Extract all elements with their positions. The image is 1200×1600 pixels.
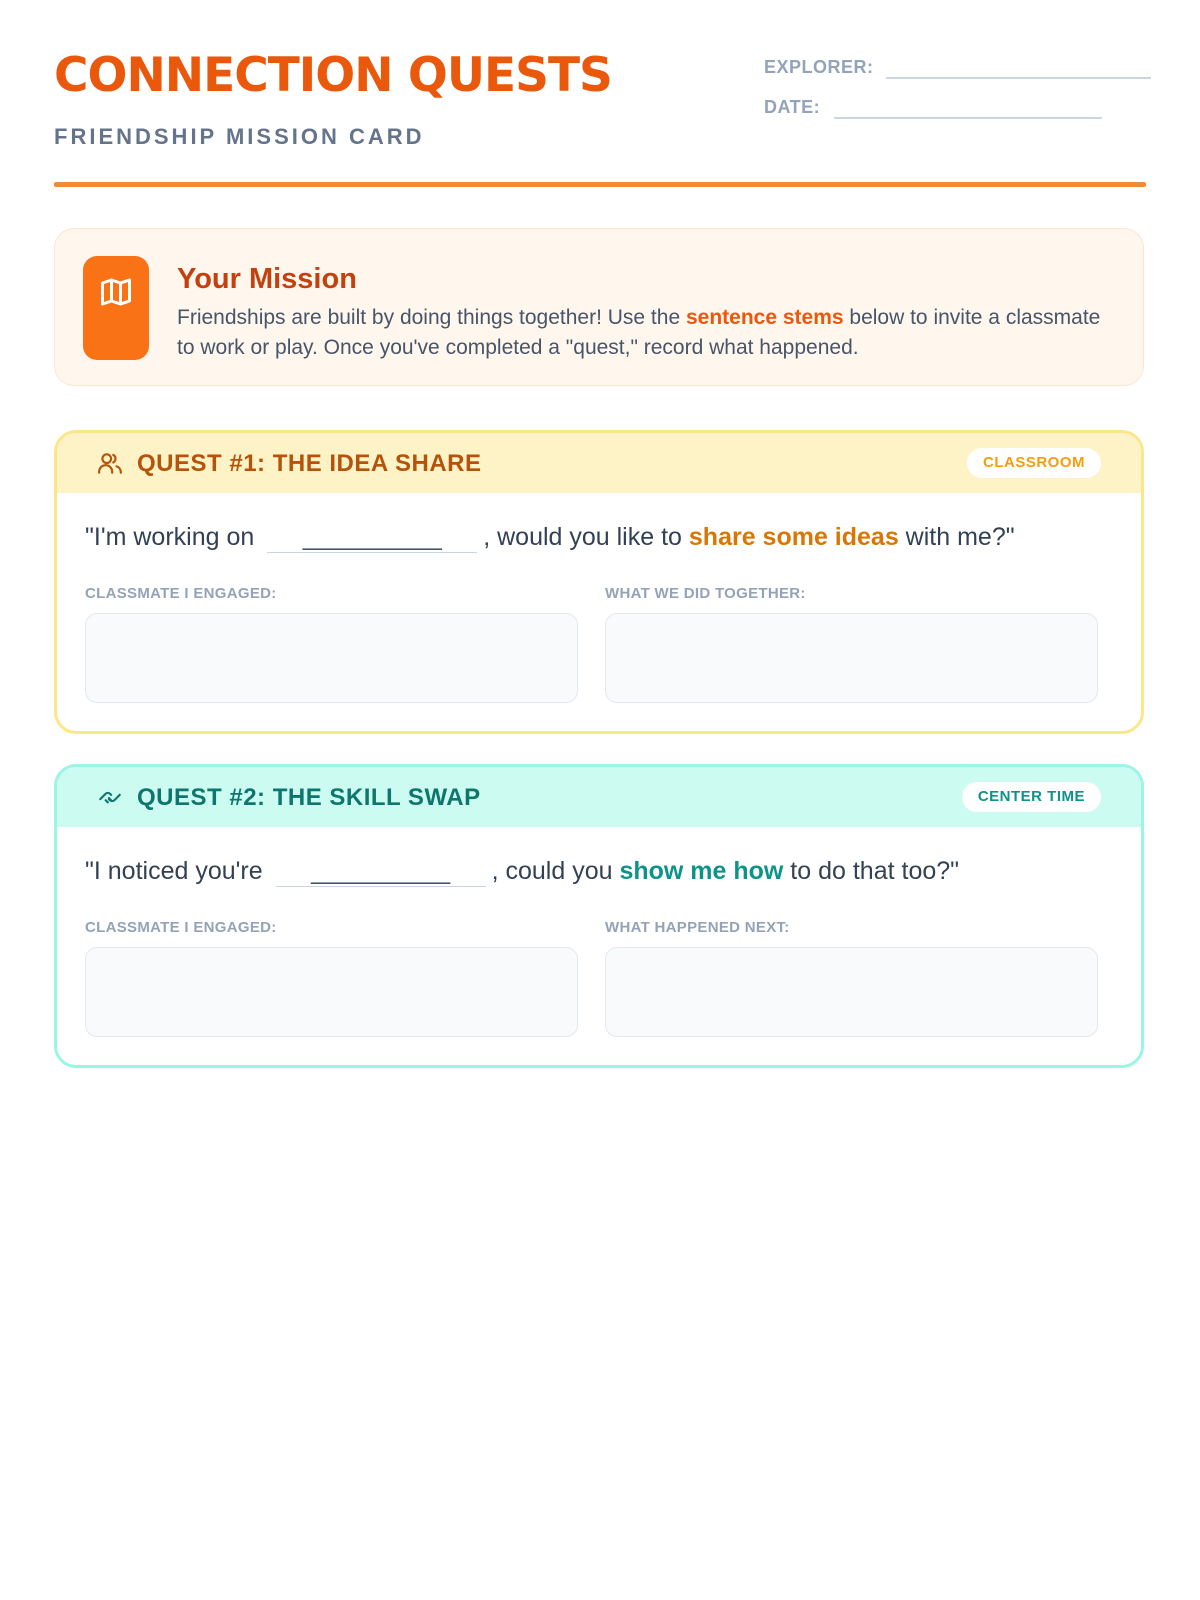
sentence-stem	[85, 857, 959, 887]
header-divider	[54, 182, 1146, 187]
outcome-label: WHAT HAPPENED NEXT:	[605, 919, 790, 936]
quest-card-1	[54, 430, 1144, 734]
explorer-field[interactable]	[764, 57, 874, 78]
handshake-icon	[97, 784, 123, 810]
quest-card-2	[54, 764, 1144, 1068]
activity-label: WHAT WE DID TOGETHER:	[605, 585, 806, 602]
stem-part: to do that too?"	[783, 857, 960, 885]
mission-title: Your Mission	[177, 263, 357, 295]
stem-part: "I noticed you're	[85, 857, 263, 885]
date-line[interactable]	[834, 117, 1102, 119]
stem-blank[interactable]: __________	[276, 857, 486, 887]
mission-text	[177, 303, 1117, 363]
explorer-line[interactable]	[886, 77, 1151, 79]
mission-text-part: Friendships are built by doing things together! Use the	[177, 306, 686, 329]
page-title: CONNECTION QUESTS	[54, 48, 612, 103]
quest-badge: CLASSROOM	[967, 448, 1101, 478]
stem-highlight: show me how	[619, 857, 784, 885]
classmate-label: CLASSMATE I ENGAGED:	[85, 919, 277, 936]
sentence-stem	[85, 523, 1015, 553]
mission-highlight: sentence stems	[685, 306, 844, 329]
outcome-input[interactable]	[605, 947, 1098, 1037]
stem-part: with me?"	[898, 523, 1015, 551]
classmate-input[interactable]	[85, 947, 578, 1037]
stem-blank[interactable]: __________	[267, 523, 477, 553]
mission-text-part: below to invite a classmate to work or play. Once you've completed a "quest," record what happened.	[177, 306, 1101, 359]
header	[54, 0, 1146, 190]
date-field[interactable]	[764, 97, 820, 118]
stem-part: , could you	[491, 857, 620, 885]
activity-input[interactable]	[605, 613, 1098, 703]
stem-part: "I'm working on	[85, 523, 255, 551]
classmate-label: CLASSMATE I ENGAGED:	[85, 585, 277, 602]
explorer-label: EXPLORER:	[764, 57, 874, 77]
map-icon	[83, 256, 149, 360]
classmate-input[interactable]	[85, 613, 578, 703]
quest-header	[57, 433, 1141, 493]
mission-card	[54, 228, 1144, 386]
quest-header	[57, 767, 1141, 827]
page-subtitle: FRIENDSHIP MISSION CARD	[54, 124, 425, 149]
quest-title: QUEST #2: THE SKILL SWAP	[137, 784, 481, 811]
worksheet	[54, 0, 1146, 936]
users-icon	[97, 450, 123, 476]
stem-part: , would you like to	[483, 523, 689, 551]
stem-highlight: share some ideas	[688, 523, 899, 551]
date-label: DATE:	[764, 97, 821, 117]
quest-badge: CENTER TIME	[962, 782, 1101, 812]
quest-title: QUEST #1: THE IDEA SHARE	[137, 450, 482, 477]
